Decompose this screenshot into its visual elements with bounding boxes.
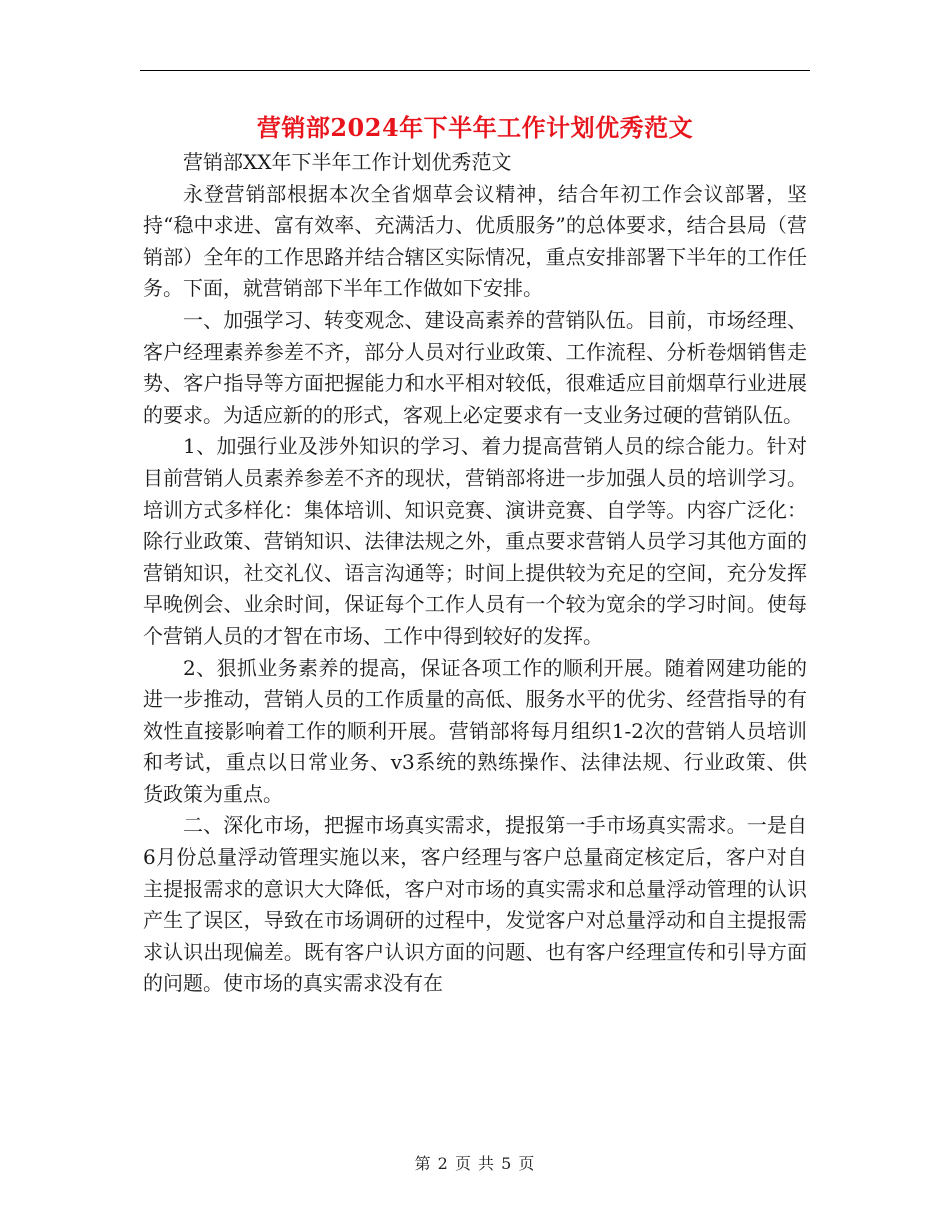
paragraph-item-two: 2、狠抓业务素养的提高，保证各项工作的顺利开展。随着网建功能的进一步推动，营销人员的工作质量的高低、服务水平的优劣、经营指导的有效性直接影响着工作的顺利开展。营销部将每月组织1-2次的营销人员培训和考试，重点以日常业务、v3系统的熟练操作、法律法规、行业政策、供货政策为重点。 — [143, 655, 807, 806]
header-rule — [140, 70, 810, 71]
paragraph-subtitle: 营销部XX年下半年工作计划优秀范文 — [183, 150, 512, 174]
paragraph-section-two: 二、深化市场，把握市场真实需求，提报第一手市场真实需求。一是自6月份总量浮动管理实施以来，客户经理与客户总量商定核定后，客户对自主提报需求的意识大大降低，客户对市场的真实需求和总量浮动管理的认识产生了误区，导致在市场调研的过程中，发觉客户对总量浮动和自主提报需求认识出现偏差。既有客户认识方面的问题、也有客户经理宣传和引导方面的问题。使市场的真实需求没有在 — [143, 813, 807, 996]
paragraph-intro: 永登营销部根据本次全省烟草会议精神，结合年初工作会议部署，坚持“稳中求进、富有效率、充满活力、优质服务”的总体要求，结合县局（营销部）全年的工作思路并结合辖区实际情况，重点安排部署下半年的工作任务。下面，就营销部下半年工作做如下安排。 — [143, 181, 807, 301]
paragraph-item-one: 1、加强行业及涉外知识的学习、着力提高营销人员的综合能力。针对目前营销人员素养参差不齐的现状，营销部将进一步加强人员的培训学习。培训方式多样化：集体培训、知识竞赛、演讲竞赛、自学等。内容广泛化：除行业政策、营销知识、法律法规之外，重点要求营销人员学习其他方面的营销知识，社交礼仪、语言沟通等；时间上提供较为充足的空间，充分发挥早晚例会、业余时间，保证每个工作人员有一个较为宽余的学习时间。使每个营销人员的才智在市场、工作中得到较好的发挥。 — [143, 434, 807, 648]
paragraph-section-one: 一、加强学习、转变观念、建设高素养的营销队伍。目前，市场经理、客户经理素养参差不齐，部分人员对行业政策、工作流程、分析卷烟销售走势、客户指导等方面把握能力和水平相对较低，很难适应目前烟草行业进展的要求。为适应新的的形式，客观上必定要求有一支业务过硬的营销队伍。 — [143, 307, 807, 427]
page-number-footer: 第 2 页 共 5 页 — [414, 1154, 536, 1173]
document-body — [143, 147, 807, 1000]
document-title: 营销部2024年下半年工作计划优秀范文 — [256, 113, 694, 142]
